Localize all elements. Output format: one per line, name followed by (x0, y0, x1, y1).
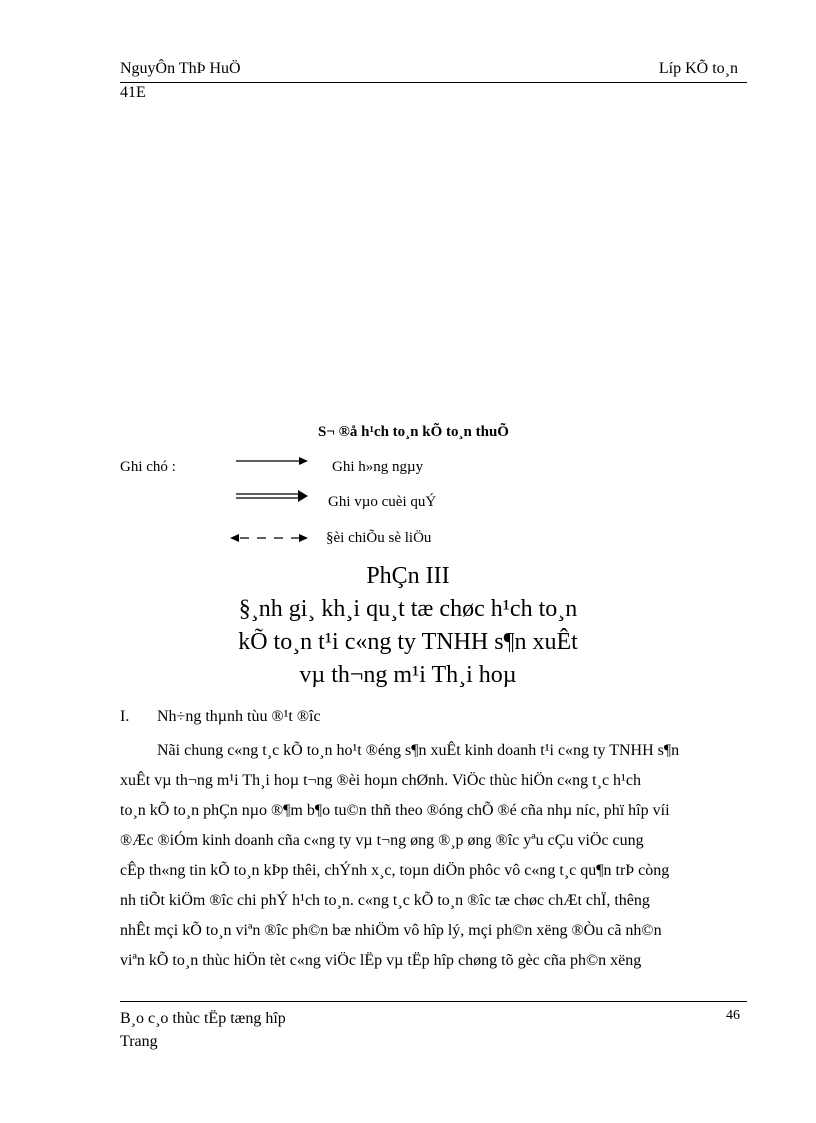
header-rule (120, 82, 747, 83)
legend-note-label: Ghi chó : (120, 459, 176, 475)
part-title-line-3: vµ th¬ng m¹i Th¸i hoµ (299, 662, 517, 688)
footer-page-label: Trang (120, 1033, 158, 1050)
legend-arrows (230, 452, 314, 552)
paragraph-line: to¸n kÕ to¸n phÇn nµo ®¶m b¶o tu©n thñ theo ®óng chÕ ®é cña nhµ níc, phï hîp víi (120, 802, 670, 819)
part-title-line-2: kÕ to¸n t¹i c«ng ty TNHH s¶n xuÊt (238, 629, 578, 655)
paragraph-line: Nãi chung c«ng t¸c kÕ to¸n ho¹t ®éng s¶n xuÊt kinh doanh t¹i c«ng ty TNHH s¶n (157, 742, 680, 759)
header-author: NguyÔn ThÞ HuÖ (120, 60, 241, 77)
legend-quarterly-label: Ghi vµo cuèi quÝ (328, 494, 437, 510)
section-numeral: I. (120, 708, 130, 725)
double-arrow-icon (236, 490, 308, 502)
legend-reconcile-label: §èi chiÕu sè liÖu (326, 530, 432, 546)
paragraph-line: ®Æc ®iÓm kinh doanh cña c«ng ty vµ t¬ng øng ®¸p øng ®îc yªu cÇu viÖc cung (120, 832, 644, 849)
single-arrow-icon (236, 457, 308, 465)
paragraph-line: nhÊt mçi kÕ to¸n viªn ®îc ph©n bæ nhiÖm vô hîp lý, mçi ph©n xëng ®Òu cã nh©n (120, 922, 662, 939)
body-paragraph (120, 736, 742, 976)
footer-report-name: B¸o c¸o thùc tËp tæng hîp (120, 1010, 286, 1027)
paragraph-line: cÊp th«ng tin kÕ to¸n kÞp thêi, chÝnh x¸c, toµn diÖn phôc vô c«ng t¸c qu¶n trÞ còng (120, 862, 670, 879)
header-class-code: 41E (120, 84, 146, 101)
footer-page-number: 46 (726, 1008, 740, 1023)
section-heading: Nh÷ng thµnh tùu ®¹t ®îc (157, 708, 321, 725)
paragraph-line: viªn kÕ to¸n thùc hiÖn tèt c«ng viÖc lËp vµ tËp hîp chøng tõ gèc cña ph©n xëng (120, 952, 642, 969)
footer-rule (120, 1001, 747, 1002)
paragraph-line: nh tiÕt kiÖm ®îc chi phÝ h¹ch to¸n. c«ng t¸c kÕ to¸n ®îc tæ chøc chÆt chÏ, thêng (120, 892, 650, 909)
dashed-bidirectional-arrow-icon (230, 534, 308, 542)
header-class-name: Líp KÕ to¸n (658, 60, 738, 77)
part-number: PhÇn III (366, 563, 450, 589)
part-title-line-1: §¸nh gi¸ kh¸i qu¸t tæ chøc h¹ch to¸n (238, 596, 578, 622)
paragraph-line: xuÊt vµ th¬ng m¹i Th¸i hoµ t¬ng ®èi hoµn chØnh. ViÖc thùc hiÖn c«ng t¸c h¹ch (120, 772, 641, 789)
legend-daily-label: Ghi h»ng ngµy (332, 459, 424, 475)
schema-title: S¬ ®å h¹ch to¸n kÕ to¸n thuÕ (318, 424, 509, 440)
